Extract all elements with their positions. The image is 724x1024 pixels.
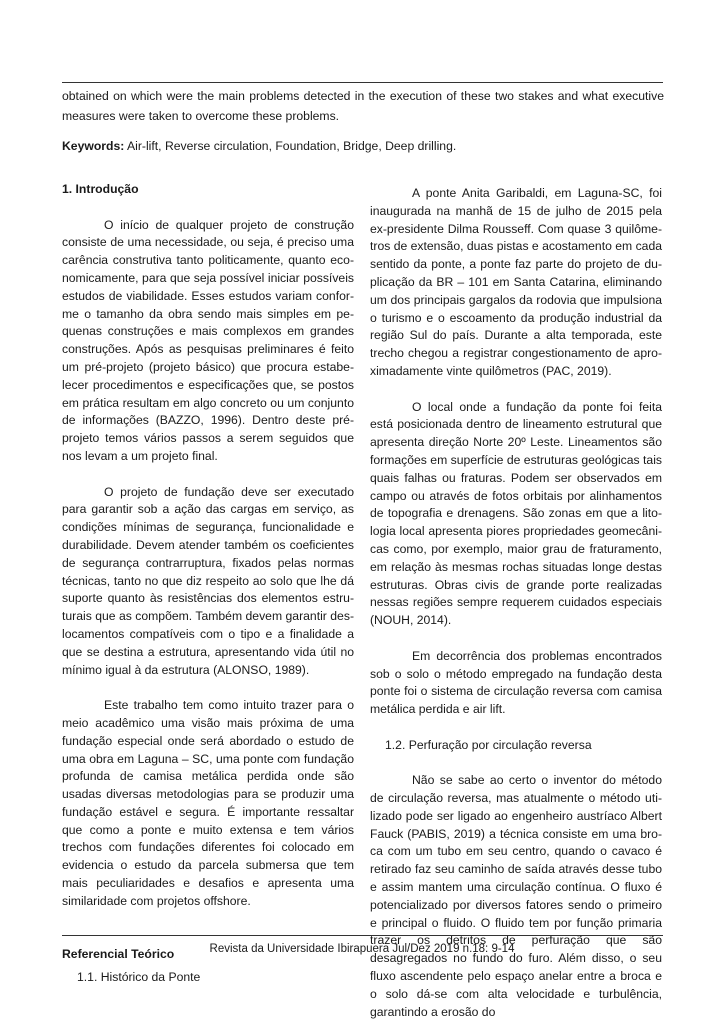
- paragraph: O projeto de fundação deve ser executado para garantir sob a ação das cargas em serviço, as condições mínimas de segurança, funcionalidade e durabilidade. Devem atender também os coeficientes de segurança contrarruptura, fixados pelas normas técnicas, tanto no que diz respeito ao solo que lhe dá suporte quanto às resistências dos elementos estruturais que as compõem. Também devem garantir deslocamentos compatíveis com o tipo e a finalidade a que se destina a estrutura, apresentando vida útil no mínimo igual à da estrutura (ALONSO, 1989).: [62, 484, 354, 677]
- section-title-introducao: 1. Introdução: [62, 182, 139, 196]
- keywords: [62, 137, 664, 155]
- keywords-label: Keywords:: [62, 139, 125, 153]
- subsection-title-historico: 1.1. Histórico da Ponte: [77, 970, 201, 985]
- section-title-referencial: Referencial Teórico: [62, 946, 175, 961]
- abstract-continuation: obtained on which were the main problems detected in the execution of these two stakes and what executive measures were taken to overcome these problems.: [62, 89, 664, 123]
- subsection-title-perfuracao: 1.2. Perfuração por circulação reversa: [385, 737, 592, 752]
- left-column: [62, 181, 354, 987]
- paragraph: Em decorrência dos problemas encontrados sob o solo o método empregado na fundação desta ponte foi o sistema de circulação reversa com camisa metálica perdida e air lift.: [370, 648, 662, 717]
- running-footer: Revista da Universidade Ibirapuera Jul/Dez 2019 n.18: 9-14: [209, 943, 515, 955]
- keywords-text: Air-lift, Reverse circulation, Foundation, Bridge, Deep drilling.: [124, 139, 457, 153]
- paragraph: Não se sabe ao certo o inventor do método de circulação reversa, mas atualmente o método utilizado pode ser ligado ao engenheiro austríaco Albert Fauck (PABIS, 2019) a técnica consiste em uma broca com um tubo em seu centro, quando o cavaco é retirado faz seu caminho de saída através desse tubo e assim mantem uma circulação contínua. O fluxo é potencializado por diversos fatores sendo o primeiro e principal o fluido. O fluido tem por função primaria trazer os detritos de perfuração que são desagregados no fundo do furo. Além disso, o seu fluxo ascendente pelo espaço anelar entre a broca e o solo dá-se com alta velocidade e turbulência, garantindo a erosão do: [370, 773, 662, 1019]
- paragraph: Este trabalho tem como intuito trazer para o meio acadêmico uma visão mais próxima de uma fundação especial onde será abordado o estudo de uma obra em Laguna – SC, uma ponte com fundação profunda de camisa metálica perdida onde são usadas diversas metodologias para se produzir uma fundação estável e segura. É importante ressaltar que como a ponte e muito extensa e tem vários trechos com fundações diferentes foi colocado em evidencia o estudo da parcela submersa que tem mais peculiaridades e desafios e apresenta uma similaridade com projetos offshore.: [62, 698, 354, 908]
- paragraph: O início de qualquer projeto de construção consiste de uma necessidade, ou seja, é preciso uma carência construtiva tanto politicamente, quanto economicamente, para que seja possível iniciar possíveis estudos de viabilidade. Esses estudos variam conforme o tamanho da obra sendo mais simples em pequenas construções e mais complexos em grandes construções. Após as pesquisas preliminares é feito um pré-projeto (projeto básico) que procura estabelecer procedimentos e especificações que, se postos em prática resultam em algo concreto ou um conjunto de informações (BAZZO, 1996). Dentro deste pré-projeto temos vários passos a serem seguidos que nos levam a um projeto final.: [62, 217, 354, 463]
- right-column: [370, 185, 662, 1021]
- paragraph: O local onde a fundação da ponte foi feita está posicionada dentro de lineamento estrutural que apresenta direção Norte 20º Leste. Lineamentos são formações em superfície de estruturas geológicas tais quais falhas ou fraturas. Podem ser observados em campo ou através de fotos orbitais por alinhamentos de topografia e drenagens. São zonas em que a litologia local apresenta piores propriedades geomecânicas como, por exemplo, maior grau de fraturamento, em relação às mesmas rochas situadas longe destas estruturas. Obras civis de grande porte realizadas nessas regiões sempre requerem cuidados especiais (NOUH, 2014).: [370, 399, 662, 628]
- paragraph: A ponte Anita Garibaldi, em Laguna-SC, foi inaugurada na manhã de 15 de julho de 2015 pela ex-presidente Dilma Rousseff. Com quase 3 quilômetros de extensão, duas pistas e acostamento em cada sentido da ponte, a ponte faz parte do projeto de duplicação da BR – 101 em Santa Catarina, eliminando um dos principais gargalos da rodovia que impulsiona o turismo e o escoamento da produção industrial da região Sul do país. Durante a alta temporada, este trecho chegou a registrar congestionamento de aproximadamente vinte quilômetros (PAC, 2019).: [370, 186, 662, 378]
- top-rule: [62, 82, 663, 83]
- bottom-rule: [62, 935, 663, 936]
